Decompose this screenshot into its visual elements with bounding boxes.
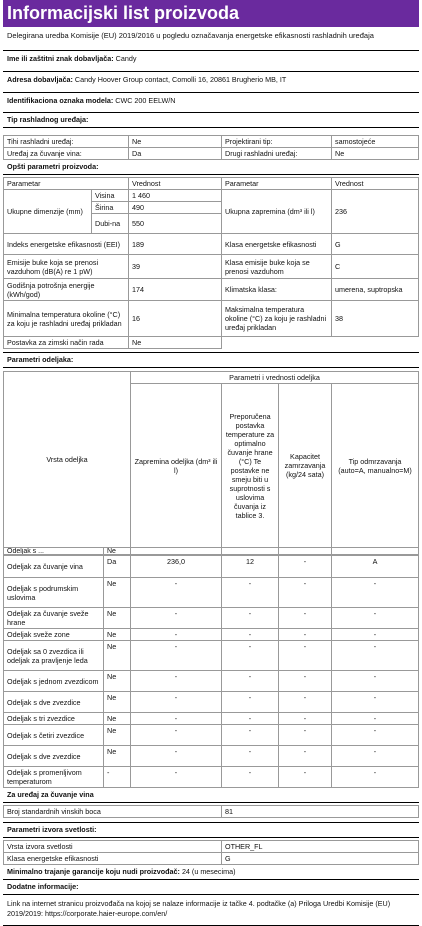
- volume-value: 236: [332, 190, 419, 234]
- compartment-row: [4, 713, 419, 725]
- compartment-row: [4, 608, 419, 629]
- page-title: Informacijski list proizvoda: [3, 0, 419, 27]
- compartment-present: Ne: [104, 641, 131, 671]
- compartment-present: Ne: [104, 692, 131, 713]
- compartments-body: [3, 555, 419, 788]
- compartment-volume: -: [131, 746, 222, 767]
- wine-section-heading: Za uređaj za čuvanje vina: [3, 788, 419, 803]
- compartment-volume: -: [131, 767, 222, 788]
- compartment-freeze: -: [279, 671, 332, 692]
- compartment-defrost: -: [332, 725, 419, 746]
- type-value: Da: [129, 148, 222, 160]
- compartment-present: Ne: [104, 629, 131, 641]
- light-class-label: Klasa energetske efikasnosti: [4, 853, 222, 865]
- compartment-volume: -: [131, 578, 222, 608]
- general-row: Godišnja potrošnja energije (kWh/god) 174 Klimatska klasa: umerena, suptropska: [4, 279, 419, 301]
- compartments-table: [3, 371, 419, 555]
- winter-mode-label: Postavka za zimski način rada: [4, 337, 129, 349]
- compartment-freeze: -: [279, 556, 332, 578]
- compartment-present: Ne: [104, 725, 131, 746]
- compartment-present: Ne: [104, 608, 131, 629]
- value-header: Vrednost: [332, 178, 419, 190]
- compartment-present: Ne: [104, 671, 131, 692]
- dim-key: Širina: [92, 202, 129, 214]
- regulation-subtitle: Delegirana uredba Komisije (EU) 2019/2016 u pogledu označavanja energetske efikasnosti rashladnih uređaja: [7, 31, 374, 40]
- compartment-temp: -: [222, 713, 279, 725]
- compartment-volume: 236,0: [131, 556, 222, 578]
- compartment-present: Ne: [104, 746, 131, 767]
- compartment-defrost: -: [332, 746, 419, 767]
- compartment-volume: -: [131, 671, 222, 692]
- compartment-row: [4, 692, 419, 713]
- light-class-value: G: [222, 853, 419, 865]
- compartment-volume: -: [131, 725, 222, 746]
- type-table: [3, 135, 419, 160]
- compartment-defrost: -: [332, 767, 419, 788]
- compartment-volume: -: [131, 629, 222, 641]
- winter-mode-row: [4, 337, 419, 349]
- compartment-name: Odeljak sa 0 zvezdica ili odeljak za pravljenje leda: [4, 641, 104, 671]
- model-row: [3, 92, 419, 108]
- compartment-row: [4, 767, 419, 788]
- compartment-defrost: -: [332, 578, 419, 608]
- light-type-label: Vrsta izvora svetlosti: [4, 841, 222, 853]
- light-table: [3, 840, 419, 865]
- compartment-name: Odeljak s četiri zvezdice: [4, 725, 104, 746]
- supplier-row: [3, 50, 419, 66]
- compartments-section-heading: Parametri odeljaka:: [3, 352, 419, 368]
- warranty-value: 24 (u mesecima): [181, 867, 236, 876]
- param-header: Parametar: [222, 178, 332, 190]
- dim-key: Dubi-na: [92, 214, 129, 234]
- compartment-name: Odeljak za čuvanje sveže hrane: [4, 608, 104, 629]
- compartment-name: Odeljak s jednom zvezdicom: [4, 671, 104, 692]
- address-row: [3, 71, 419, 87]
- type-value: Ne: [332, 148, 419, 160]
- compartment-freeze: -: [279, 692, 332, 713]
- type-label: Projektirani tip:: [222, 136, 332, 148]
- compartment-defrost-header: Tip odmrzavanja (auto=A, manualno=M): [332, 384, 419, 548]
- compartment-volume: -: [131, 641, 222, 671]
- compartment-defrost: -: [332, 671, 419, 692]
- compartment-params-header: Parametri i vrednosti odeljka: [131, 372, 419, 384]
- compartment-temp: -: [222, 641, 279, 671]
- warranty-label: Minimalno trajanje garancije koju nudi proizvođač:: [7, 867, 180, 876]
- compartment-defrost: -: [332, 608, 419, 629]
- wine-bottles-value: 81: [222, 806, 419, 818]
- compartment-temp: -: [222, 608, 279, 629]
- dim-value: 490: [129, 202, 222, 214]
- value-header: Vrednost: [129, 178, 222, 190]
- info-section-heading: Dodatne informacije:: [3, 879, 419, 895]
- compartment-freeze-header: Kapacitet zamrzavanja (kg/24 sata): [279, 384, 332, 548]
- compartment-row: [4, 629, 419, 641]
- general-section-heading: Opšti parametri proizvoda:: [3, 160, 419, 175]
- compartment-temp: -: [222, 746, 279, 767]
- compartment-defrost: A: [332, 556, 419, 578]
- type-row: [4, 136, 419, 148]
- type-label: Uređaj za čuvanje vina:: [4, 148, 129, 160]
- compartment-row: [4, 725, 419, 746]
- compartment-freeze: -: [279, 629, 332, 641]
- volume-label: Ukupna zapremina (dm³ ili l): [222, 190, 332, 234]
- general-table: [3, 177, 419, 349]
- compartment-temp-header: Preporučena postavka temperature za optimalno čuvanje hrane (°C) Te postavke ne smeju biti u suprotnosti s uslovima čuvanja iz tablice 3.: [222, 384, 279, 548]
- param-header: Parametar: [4, 178, 129, 190]
- compartment-freeze: -: [279, 767, 332, 788]
- compartment-name: Odeljak s promenljivom temperaturom: [4, 767, 104, 788]
- supplier-label: Ime ili zaštitni znak dobavljača:: [7, 54, 114, 63]
- dim-key: Visina: [92, 190, 129, 202]
- compartment-volume-header: Zapremina odeljka (dm³ ili l): [131, 384, 222, 548]
- compartment-defrost: -: [332, 713, 419, 725]
- type-row: [4, 148, 419, 160]
- type-label: Tihi rashladni uređaj:: [4, 136, 129, 148]
- compartment-freeze: -: [279, 713, 332, 725]
- wine-table: [3, 805, 419, 818]
- type-section-heading: Tip rashladnog uređaja:: [3, 112, 419, 128]
- compartment-volume: -: [131, 692, 222, 713]
- compartment-name: Odeljak s dve zvezdice: [4, 746, 104, 767]
- supplier-value: Candy: [115, 54, 137, 63]
- compartment-row: [4, 671, 419, 692]
- dim-value: 550: [129, 214, 222, 234]
- compartment-row: [4, 746, 419, 767]
- compartment-present: -: [104, 767, 131, 788]
- type-value: Ne: [129, 136, 222, 148]
- light-section-heading: Parametri izvora svetlosti:: [3, 822, 419, 838]
- general-header-row: [4, 178, 419, 190]
- compartment-temp: -: [222, 767, 279, 788]
- compartment-freeze: -: [279, 608, 332, 629]
- compartment-row: [4, 578, 419, 608]
- warranty-row: [3, 865, 419, 879]
- product-info-sheet: [3, 0, 419, 926]
- compartment-name: Odeljak za čuvanje vina: [4, 556, 104, 578]
- compartment-type-header: Vrsta odeljka: [4, 372, 131, 548]
- compartment-freeze: -: [279, 578, 332, 608]
- light-type-value: OTHER_FL: [222, 841, 419, 853]
- compartment-name: Odeljak sveže zone: [4, 629, 104, 641]
- model-value: CWC 200 EELW/N: [115, 96, 176, 105]
- compartment-present: Ne: [104, 713, 131, 725]
- compartment-volume: -: [131, 713, 222, 725]
- compartment-row: [4, 641, 419, 671]
- compartment-defrost: -: [332, 692, 419, 713]
- compartment-temp: -: [222, 692, 279, 713]
- general-row: Emisije buke koja se prenosi vazduhom (dB(A) re 1 pW) 39 Klasa emisije buke koja se prenosi vazduhom C: [4, 255, 419, 279]
- compartment-freeze: -: [279, 641, 332, 671]
- additional-info-text: Link na internet stranicu proizvođača na kojoj se nalaze informacije iz tačke 4. podtačke (a) Priloga Uredbi Komisije (EU) 2019/2019: https://corporate.haier-europe.com/en/: [7, 899, 391, 918]
- wine-bottles-label: Broj standardnih vinskih boca: [4, 806, 222, 818]
- compartment-temp: -: [222, 671, 279, 692]
- address-value: Candy Hoover Group contact, Comolli 16, 20861 Brugherio MB, IT: [74, 75, 287, 84]
- model-label: Identifikaciona oznaka modela:: [7, 96, 114, 105]
- dimensions-label: Ukupne dimenzije (mm): [4, 190, 92, 234]
- compartment-name: Odeljak s podrumskim uslovima: [4, 578, 104, 608]
- compartment-temp: 12: [222, 556, 279, 578]
- winter-mode-value: Ne: [129, 337, 222, 349]
- type-value: samostojeće: [332, 136, 419, 148]
- compartment-present: Da: [104, 556, 131, 578]
- general-row: Indeks energetske efikasnosti (EEI) 189 Klasa energetske efikasnosti G: [4, 234, 419, 255]
- compartment-volume: -: [131, 608, 222, 629]
- compartment-defrost: -: [332, 641, 419, 671]
- compartment-freeze: -: [279, 725, 332, 746]
- compartment-row-cut: Odeljak s ... Ne: [4, 548, 419, 555]
- compartment-freeze: -: [279, 746, 332, 767]
- compartment-name: Odeljak s tri zvezdice: [4, 713, 104, 725]
- address-label: Adresa dobavljača:: [7, 75, 73, 84]
- compartment-temp: -: [222, 629, 279, 641]
- dim-value: 1 460: [129, 190, 222, 202]
- compartment-name: Odeljak s dve zvezdice: [4, 692, 104, 713]
- compartment-temp: -: [222, 725, 279, 746]
- compartment-defrost: -: [332, 629, 419, 641]
- compartment-row: [4, 556, 419, 578]
- general-row: Minimalna temperatura okoline (°C) za koju je rashladni uređaj prikladan 16 Maksimalna temperatura okoline (°C) za koju je rashladni uređaj prikladan 38: [4, 301, 419, 337]
- compartment-present: Ne: [104, 578, 131, 608]
- type-label: Drugi rashladni uređaj:: [222, 148, 332, 160]
- compartment-temp: -: [222, 578, 279, 608]
